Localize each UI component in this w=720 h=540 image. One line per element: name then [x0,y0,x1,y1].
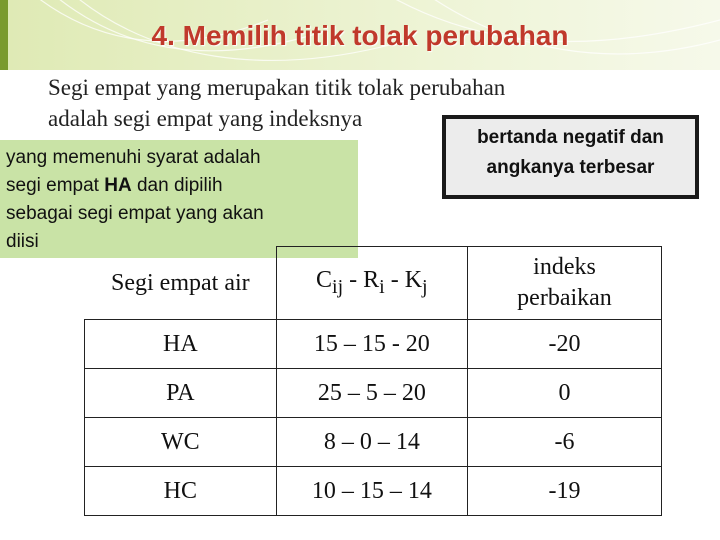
formula-c: C [316,267,333,294]
formula-k: - K [384,267,423,294]
cell-index: -20 [467,320,661,369]
cell-calc: 15 – 15 - 20 [276,320,467,369]
cell-square: HC [85,467,277,516]
table-header-row [85,247,662,320]
cell-square: PA [85,369,277,418]
table-row [85,467,662,516]
formula-sub-j: j [422,275,428,298]
cell-square: HA [85,320,277,369]
intro-line-1: Segi empat yang merupakan titik tolak perubahan [48,75,506,100]
criteria-note-line-2: angkanya terbesar [486,157,655,178]
header-index-line-2: perbaikan [517,285,612,311]
green-note-text [6,144,351,256]
cell-calc: 10 – 15 – 14 [276,467,467,516]
intro-line-2: adalah segi empat yang indeksnya [48,106,363,131]
formula-sub-ij: ij [332,275,344,298]
green-note-line-3: sebagai segi empat yang akan [6,203,264,224]
index-table [84,246,662,516]
formula-sub-i: i [379,275,385,298]
cell-square: WC [85,418,277,467]
cell-index: -6 [467,418,661,467]
green-note-line-1: yang memenuhi syarat adalah [6,147,261,168]
criteria-note-inner [446,119,695,195]
header-cell-formula [276,247,467,320]
header-cell-square: Segi empat air [85,247,277,320]
green-note-line-2-pre: segi empat [6,175,105,196]
table-row [85,369,662,418]
formula-r: - R [343,267,380,294]
header-index-line-1: indeks [533,254,596,280]
green-note-line-2-post: dan dipilih [131,175,223,196]
slide-title: 4. Memilih titik tolak perubahan [151,20,569,51]
green-note-highlight: HA [104,175,132,196]
green-note-line-2 [6,172,351,200]
criteria-note-line-1: bertanda negatif dan [477,127,664,148]
cell-index: -19 [467,467,661,516]
table-row [85,418,662,467]
green-note-line-4: diisi [6,231,39,252]
criteria-note-box [442,115,699,199]
header-cell-index [467,247,661,320]
green-note-box [0,140,358,258]
table-row [85,320,662,369]
cell-calc: 25 – 5 – 20 [276,369,467,418]
cell-calc: 8 – 0 – 14 [276,418,467,467]
cell-index: 0 [467,369,661,418]
